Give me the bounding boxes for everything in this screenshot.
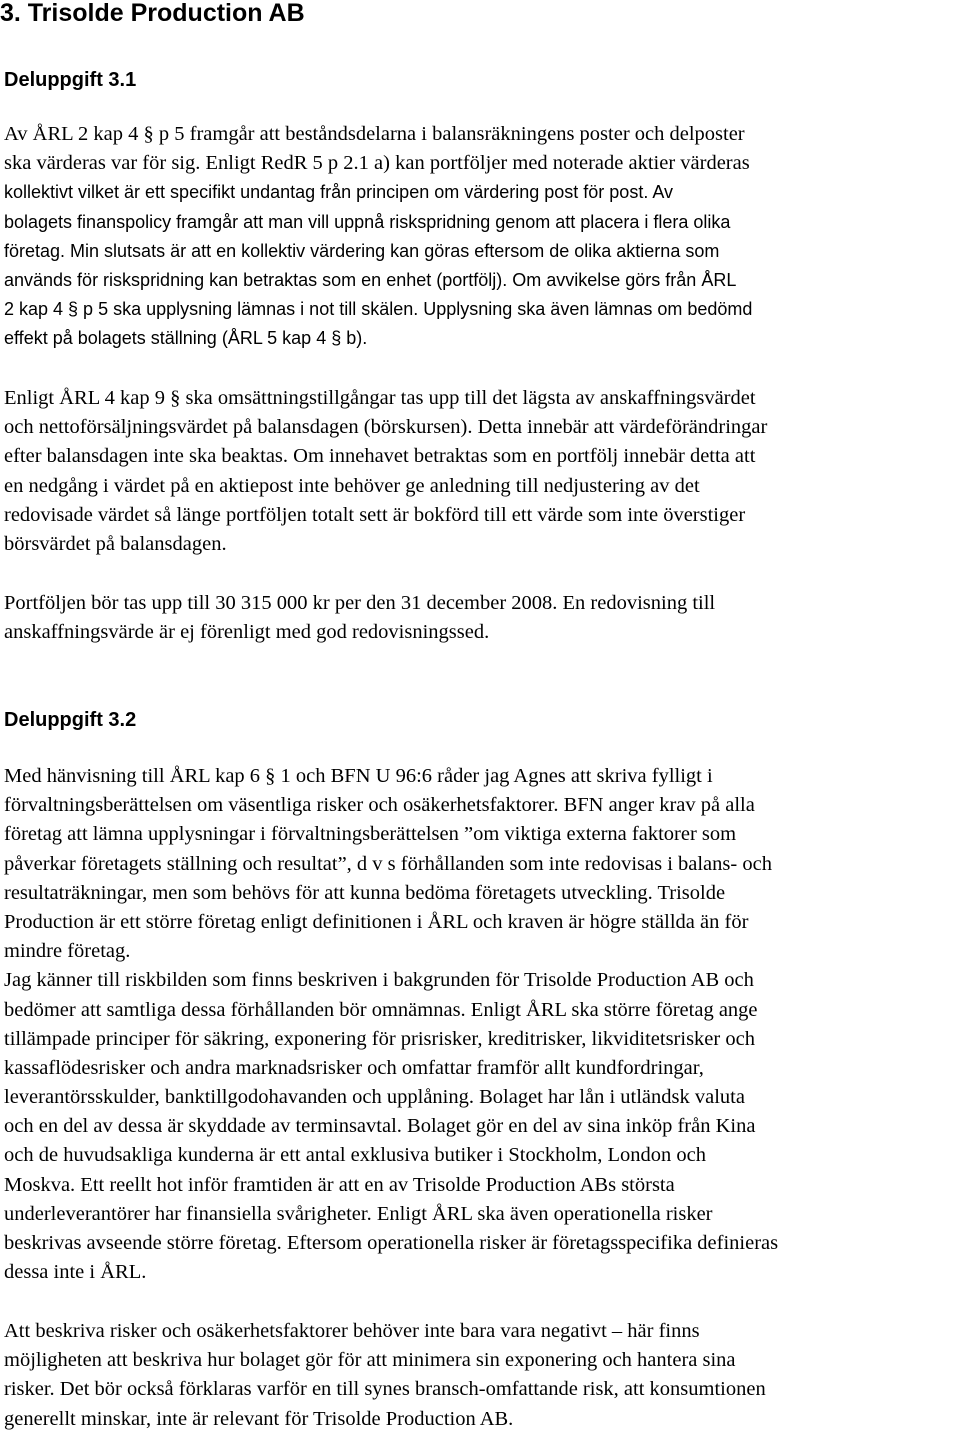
text-line: kollektivt vilket är ett specifikt undantag från principen om värdering post för post. Av xyxy=(4,182,674,203)
paragraph xyxy=(4,762,960,1287)
section-title-3-2: Deluppgift 3.2 xyxy=(4,709,137,731)
text-line: möjligheten att beskriva hur bolaget gör för att minimera sin exponering och hantera sina xyxy=(4,1349,736,1372)
text-line: påverkar företagets ställning och resultat”, d v s förhållanden som inte redovisas i balans- och xyxy=(4,852,772,875)
text-line: Moskva. Ett reellt hot inför framtiden är att en av Trisolde Production ABs största xyxy=(4,1173,675,1196)
text-line: och en del av dessa är skyddade av terminsavtal. Bolaget gör en del av sina inköp från Kina xyxy=(4,1115,756,1138)
text-line: resultaträkningar, men som behövs för att kunna bedöma företagets utveckling. Trisolde xyxy=(4,881,726,904)
text-line: dessa inte i ÅRL. xyxy=(4,1261,147,1284)
paragraph xyxy=(4,1317,960,1434)
text-line: förvaltningsberättelsen om väsentliga risker och osäkerhetsfaktorer. BFN anger krav på alla xyxy=(4,794,755,817)
document-heading: 3. Trisolde Production AB xyxy=(0,0,305,27)
text-line: efter balansdagen inte ska beaktas. Om innehavet betraktas som en portfölj innebär detta att xyxy=(4,445,756,468)
text-line: kassaflödesrisker och andra marknadsrisker och omfattar framför allt kundfordringar, xyxy=(4,1056,704,1079)
text-line: Av ÅRL 2 kap 4 § p 5 framgår att beståndsdelarna i balansräkningens poster och delposter xyxy=(4,123,745,145)
text-line: och nettoförsäljningsvärdet på balansdagen (börskursen). Detta innebär att värdeförändringar xyxy=(4,416,768,439)
text-line: 2 kap 4 § p 5 ska upplysning lämnas i not till skälen. Upplysning ska även lämnas om bedömd xyxy=(4,299,753,320)
text-line: en nedgång i värdet på en aktiepost inte behöver ge anledning till nedjustering av det xyxy=(4,474,700,497)
section-title-3-1: Deluppgift 3.1 xyxy=(4,69,137,91)
text-line: företag att lämna upplysningar i förvaltningsberättelsen ”om viktiga externa faktorer som xyxy=(4,823,737,846)
text-line: används för riskspridning kan betraktas som en enhet (portfölj). Om avvikelse görs från ÅRL xyxy=(4,269,737,290)
text-line: redovisade värdet så länge portföljen totalt sett är bokförd till ett värde som inte överstiger xyxy=(4,503,746,526)
text-line: Portföljen bör tas upp till 30 315 000 kr per den 31 december 2008. En redovisning till xyxy=(4,592,716,614)
text-line: tillämpade principer för säkring, exponering för prisrisker, kreditrisker, likviditetsrisker och xyxy=(4,1027,755,1050)
text-line: bedömer att samtliga dessa förhållanden bör omnämnas. Enligt ÅRL ska större företag ange xyxy=(4,998,758,1021)
text-line: ska värderas var för sig. Enligt RedR 5 p 2.1 a) kan portföljer med noterade aktier värderas xyxy=(4,152,750,175)
text-line: effekt på bolagets ställning (ÅRL 5 kap 4 § b). xyxy=(4,328,368,349)
text-line: Enligt ÅRL 4 kap 9 § ska omsättningstillgångar tas upp till det lägsta av anskaffningsvärdet xyxy=(4,387,756,409)
text-line: börsvärdet på balansdagen. xyxy=(4,532,227,555)
paragraph xyxy=(4,384,960,559)
text-line: beskrivas avseende större företag. Eftersom operationella risker är företagsspecifika definieras xyxy=(4,1232,779,1254)
text-line: och de huvudsakliga kunderna är ett antal exklusiva butiker i Stockholm, London och xyxy=(4,1144,706,1167)
text-line: Jag känner till riskbilden som finns beskriven i bakgrunden för Trisolde Production AB och xyxy=(4,969,754,992)
text-line: anskaffningsvärde är ej förenligt med god redovisningssed. xyxy=(4,621,490,644)
text-line: Production är ett större företag enligt definitionen i ÅRL och kraven är högre ställda än för xyxy=(4,910,749,933)
text-line: Med hänvisning till ÅRL kap 6 § 1 och BFN U 96:6 råder jag Agnes att skriva fylligt i xyxy=(4,765,713,787)
text-line: företag. Min slutsats är att en kollektiv värdering kan göras eftersom de olika aktierna som xyxy=(4,240,720,261)
text-line: underleverantörer har finansiella svårigheter. Enligt ÅRL ska även operationella risker xyxy=(4,1202,713,1225)
text-line: Att beskriva risker och osäkerhetsfaktorer behöver inte bara vara negativt – här finns xyxy=(4,1320,700,1342)
text-line: leverantörsskulder, banktillgodohavanden och upplåning. Bolaget har lån i utländsk valuta xyxy=(4,1086,745,1109)
text-line: generellt minskar, inte är relevant för Trisolde Production AB. xyxy=(4,1407,514,1430)
paragraph xyxy=(4,120,960,354)
text-line: bolagets finanspolicy framgår att man vill uppnå riskspridning genom att placera i flera olika xyxy=(4,211,731,232)
paragraph xyxy=(4,589,960,647)
text-line: mindre företag. xyxy=(4,940,131,963)
text-line: risker. Det bör också förklaras varför en till synes bransch-omfattande risk, att konsumtionen xyxy=(4,1378,766,1401)
